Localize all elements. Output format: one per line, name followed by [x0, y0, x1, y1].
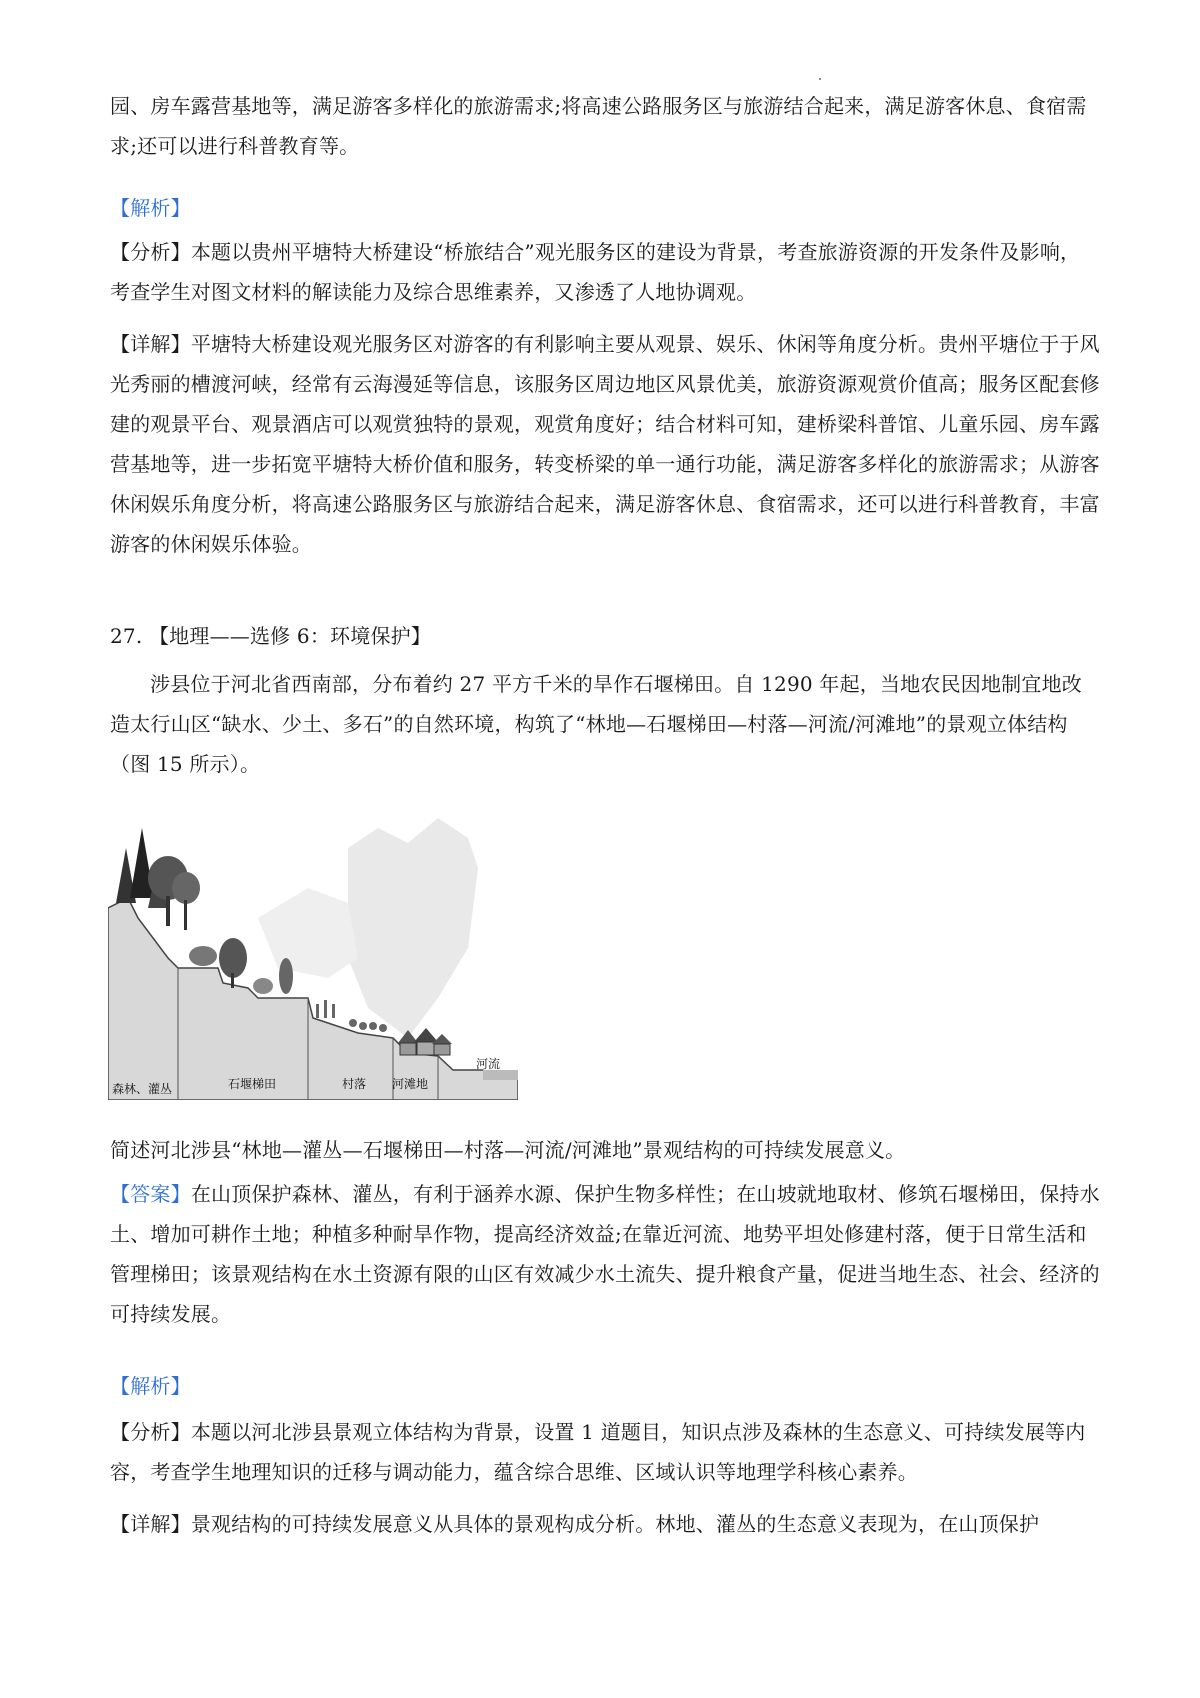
analysis-label-2: 【分析】: [110, 1420, 191, 1444]
text-p1: 园、房车露营基地等，满足游客多样化的旅游需求;将高速公路服务区与旅游结合起来，满足游客休息、食宿需求;还可以进行科普教育等。: [110, 94, 1087, 158]
detail-paragraph-2: [110, 1504, 1100, 1544]
landscape-figure: [108, 808, 518, 1100]
label-terrace: 石堰梯田: [228, 1077, 277, 1091]
paragraph-continuation: [110, 86, 1100, 166]
detail-text-2: 景观结构的可持续发展意义从具体的景观构成分析。林地、灌丛的生态意义表现为，在山顶保护: [190, 1512, 1040, 1536]
scan-speck: [819, 78, 821, 80]
question-27-title: [110, 616, 1100, 656]
analysis-text-2: 本题以河北涉县景观立体结构为背景，设置 1 道题目，知识点涉及森林的生态意义、可持续发展等内容，考查学生地理知识的迁移与调动能力，蕴含综合思维、区域认识等地理学科核心素养。: [110, 1420, 1086, 1484]
analysis-paragraph-2: [110, 1412, 1100, 1492]
jiexi-heading-2: [110, 1366, 1100, 1406]
label-forest: 森林、灌丛: [112, 1082, 173, 1096]
question-body: 涉县位于河北省西南部，分布着约 27 平方千米的旱作石堰梯田。自 1290 年起，当地农民因地制宜地改造太行山区“缺水、少土、多石”的自然环境，构筑了“林地—石堰梯田—村落—河流/河滩地”的景观立体结构（图 15 所示）。: [110, 672, 1082, 776]
detail-text: 平塘特大桥建设观光服务区对游客的有利影响主要从观景、娱乐、休闲等角度分析。贵州平塘位于于风光秀丽的槽渡河峡，经常有云海漫延等信息，该服务区周边地区风景优美，旅游资源观赏价值高；服务区配套修建的观景平台、观景酒店可以观赏独特的景观，观赏角度好；结合材料可知，建桥梁科普馆、儿童乐园、房车露营基地等，进一步拓宽平塘特大桥价值和服务，转变桥梁的单一通行功能，满足游客多样化的旅游需求；从游客休闲娱乐角度分析，将高速公路服务区与旅游结合起来，满足游客休息、食宿需求，还可以进行科普教育，丰富游客的休闲娱乐体验。: [110, 332, 1100, 556]
detail-paragraph-1: [110, 324, 1100, 564]
analysis-paragraph-1: [110, 232, 1100, 312]
label-floodplain: 河滩地: [392, 1077, 429, 1091]
question-prompt: 简述河北涉县“林地—灌丛—石堰梯田—村落—河流/河滩地”景观结构的可持续发展意义。: [110, 1138, 906, 1162]
answer-paragraph: [110, 1174, 1100, 1334]
label-village: 村落: [342, 1077, 367, 1091]
answer-text: 在山顶保护森林、灌丛，有利于涵养水源、保护生物多样性；在山坡就地取材、修筑石堰梯田，保持水土、增加可耕作土地；种植多种耐旱作物，提高经济效益;在靠近河流、地势平坦处修建村落，便于日常生活和管理梯田；该景观结构在水土资源有限的山区有效减少水土流失、提升粮食产量，促进当地生态、社会、经济的可持续发展。: [110, 1182, 1100, 1326]
detail-label-2: 【详解】: [110, 1512, 191, 1536]
question-27-prompt: [110, 1130, 1100, 1170]
label-river: 河流: [476, 1057, 501, 1071]
river-water: [483, 1070, 518, 1080]
jiexi-heading-1: [110, 188, 1100, 228]
jiexi-tag-2: 【解析】: [110, 1374, 191, 1398]
question-27-body: [110, 664, 1100, 784]
jiexi-tag: 【解析】: [110, 196, 191, 220]
question-title: 27. 【地理——选修 6：环境保护】: [110, 624, 432, 648]
answer-tag: 【答案】: [110, 1182, 191, 1206]
analysis-text: 本题以贵州平塘特大桥建设“桥旅结合”观光服务区的建设为背景，考查旅游资源的开发条件及影响，考查学生对图文材料的解读能力及综合思维素养，又渗透了人地协调观。: [110, 240, 1081, 304]
detail-label: 【详解】: [110, 332, 191, 356]
analysis-label: 【分析】: [110, 240, 191, 264]
